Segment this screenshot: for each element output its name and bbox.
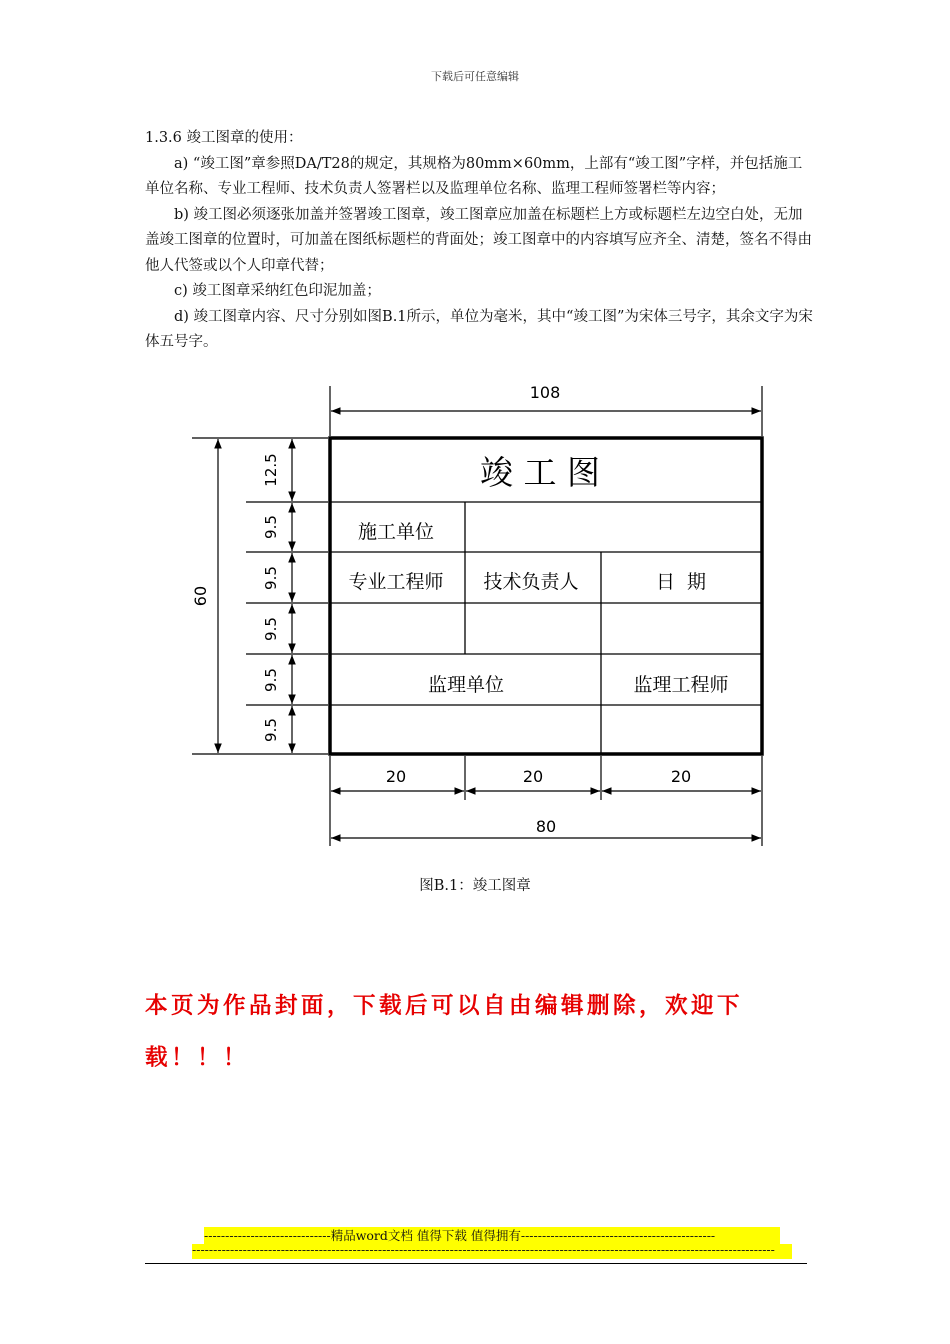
dim-col-2-label: 20 bbox=[522, 767, 544, 786]
footer-banner: ------------------------------精品word文档 值得下载 值得拥有---------------------------------------------- bbox=[204, 1227, 780, 1245]
header-note: 下载后可任意编辑 bbox=[431, 70, 519, 83]
dim-left-total bbox=[192, 438, 328, 754]
document-body bbox=[145, 126, 815, 356]
figure-caption: 图B.1：竣工图章 bbox=[419, 878, 531, 894]
dim-row-1-label: 12.5 bbox=[262, 453, 280, 487]
cover-notice: 本页为作品封面，下载后可以自由编辑删除，欢迎下载！！！ bbox=[145, 993, 744, 1071]
section-heading: 1.3.6 竣工图章的使用： bbox=[145, 130, 303, 146]
dim-left-total-label: 60 bbox=[191, 585, 210, 607]
paragraph-d: d) 竣工图章内容、尺寸分别如图B.1所示，单位为毫米，其中“竣工图”为宋体三号字，其余文字为宋体五号字。 bbox=[145, 308, 813, 350]
stamp-tech-lead: 技术负责人 bbox=[483, 571, 579, 593]
dim-row-4-label: 9.5 bbox=[262, 617, 280, 641]
dim-bottom-label: 80 bbox=[535, 817, 557, 836]
footer-divider bbox=[145, 1263, 807, 1264]
stamp-construction-unit: 施工单位 bbox=[357, 521, 435, 543]
dim-row-6-label: 9.5 bbox=[262, 718, 280, 742]
stamp-engineer: 专业工程师 bbox=[348, 571, 444, 593]
stamp-drawing bbox=[180, 378, 780, 858]
dim-rows bbox=[246, 439, 328, 753]
paragraph-c: c) 竣工图章采纳红色印泥加盖； bbox=[174, 283, 381, 299]
stamp-supervision-unit: 监理单位 bbox=[427, 674, 505, 696]
dim-row-3-label: 9.5 bbox=[262, 566, 280, 590]
dim-row-5-label: 9.5 bbox=[262, 668, 280, 692]
dim-top-label: 108 bbox=[529, 383, 561, 402]
dim-row-2-label: 9.5 bbox=[262, 515, 280, 539]
dim-col-1-label: 20 bbox=[385, 767, 407, 786]
stamp-title: 竣 工 图 bbox=[480, 453, 600, 492]
dim-col-3-label: 20 bbox=[670, 767, 692, 786]
paragraph-b: b) 竣工图必须逐张加盖并签署竣工图章，竣工图章应加盖在标题栏上方或标题栏左边空白处，无加盖竣工图章的位置时，可加盖在图纸标题栏的背面处；竣工图章中的内容填写应齐全、清楚，签名不得由他人代签或以个人印章代替； bbox=[145, 206, 812, 274]
paragraph-a: a) “竣工图”章参照DA/T28的规定，其规格为80mm×60mm，上部有“竣工图”字样，并包括施工单位名称、专业工程师、技术负责人签署栏以及监理单位名称、监理工程师签署栏等内容； bbox=[145, 155, 803, 197]
stamp-figure bbox=[180, 378, 780, 858]
stamp-date: 日 期 bbox=[655, 571, 707, 593]
stamp-supervision-engineer: 监理工程师 bbox=[633, 674, 729, 696]
footer-dashes: ------------------------------------------------------------------------------------------------------------------------------------------ bbox=[192, 1244, 792, 1259]
